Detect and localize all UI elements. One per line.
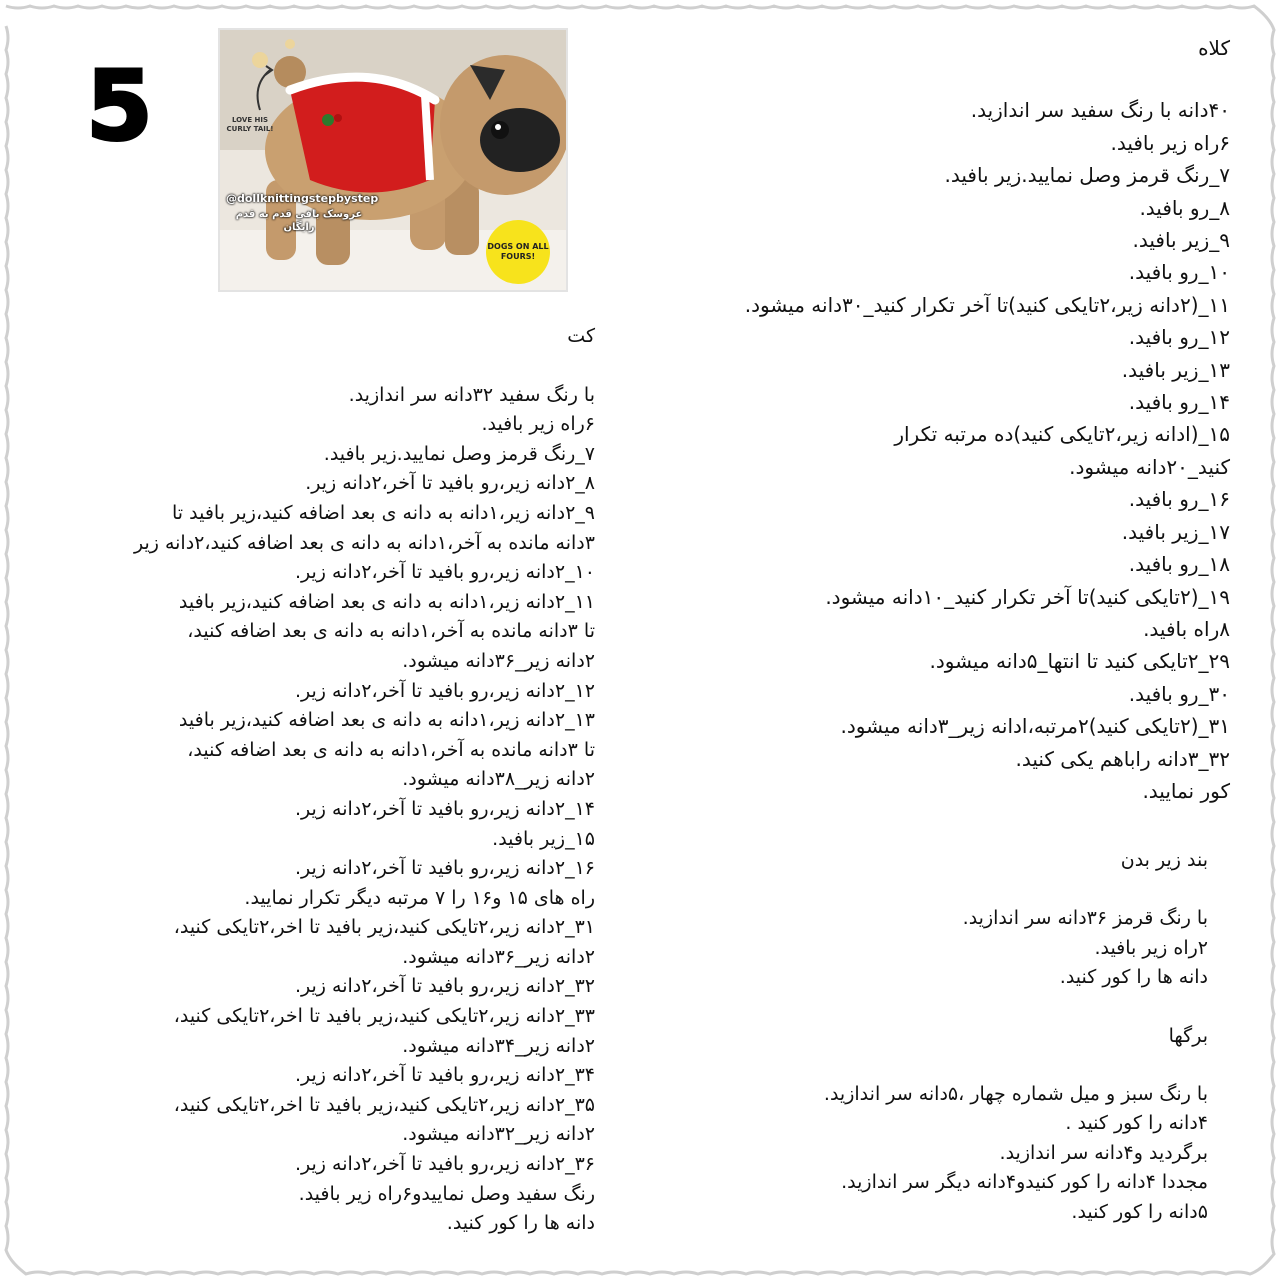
instruction-line: ۸_۲دانه زیر،رو بافید تا آخر،۲دانه زیر. bbox=[305, 472, 595, 495]
instruction-line: رنگ سفید وصل نماییدو۶راه زیر بافید. bbox=[298, 1182, 595, 1205]
instruction-line: کنید_۲۰دانه میشود. bbox=[1069, 454, 1230, 479]
instruction-line: ۱۲_رو بافید. bbox=[1128, 325, 1230, 350]
instruction-line: ۳۲_۲دانه زیر،رو بافید تا آخر،۲دانه زیر. bbox=[295, 975, 595, 998]
instruction-line: ۱۶_رو بافید. bbox=[1128, 487, 1230, 512]
instruction-line: ۳دانه مانده به آخر،۱دانه به دانه ی بعد اضافه کنید،۲دانه زیر bbox=[133, 531, 595, 554]
coat-section bbox=[5, 322, 595, 1239]
instruction-line: ۲راه زیر بافید. bbox=[1094, 936, 1208, 959]
instruction-line: ۴دانه را کور کنید . bbox=[1065, 1112, 1208, 1135]
pug-photo bbox=[218, 28, 568, 292]
instruction-line: ۲دانه زیر_۳۶دانه میشود. bbox=[402, 649, 595, 672]
belly-band-title: بند زیر بدن bbox=[1120, 849, 1208, 871]
instruction-line: ۳۳_۲دانه زیر،۲تایکی کنید،زیر بافید تا اخر،۲تایکی کنید، bbox=[173, 1005, 595, 1028]
instruction-line: ۱۶_۲دانه زیر،رو بافید تا آخر،۲دانه زیر. bbox=[295, 857, 595, 880]
instruction-line: با رنگ سفید ۳۲دانه سر اندازید. bbox=[348, 383, 595, 406]
instruction-line: ۸راه بافید. bbox=[1143, 616, 1230, 641]
photo-handle: @dollknittingstepbystep bbox=[226, 192, 379, 205]
instruction-line: ۳۱_۲دانه زیر،۲تایکی کنید،زیر بافید تا اخر،۲تایکی کنید، bbox=[173, 916, 595, 939]
instruction-line: ۷_رنگ قرمز وصل نمایید.زیر بافید. bbox=[323, 442, 595, 465]
instruction-line: ۶راه زیر بافید. bbox=[1110, 130, 1230, 155]
leaves-title: برگها bbox=[1168, 1024, 1208, 1047]
instruction-line: ۳۶_۲دانه زیر،رو بافید تا آخر،۲دانه زیر. bbox=[295, 1153, 595, 1176]
instruction-line: ۳۱_(۲تایکی کنید)۲مرتبه،ادانه زیر_۳دانه میشود. bbox=[840, 714, 1230, 739]
page-number: 5 bbox=[86, 50, 153, 162]
instruction-line: ۷_رنگ قرمز وصل نمایید.زیر بافید. bbox=[944, 163, 1230, 188]
photo-note: LOVE HIS CURLY TAIL! bbox=[226, 116, 274, 133]
instruction-line: ۱۰_رو بافید. bbox=[1128, 260, 1230, 285]
instruction-line: ۳۲_۳دانه راباهم یکی کنید. bbox=[1015, 746, 1230, 771]
instruction-line: راه های ۱۵ و۱۶ را ۷ مرتبه دیگر تکرار نمایید. bbox=[244, 886, 595, 909]
instruction-line: ۱۳_زیر بافید. bbox=[1121, 357, 1230, 382]
instruction-line: ۱۵_زیر بافید. bbox=[492, 827, 595, 850]
instruction-line: با رنگ سبز و میل شماره چهار ،۵دانه سر اندازید. bbox=[823, 1083, 1208, 1106]
instruction-line: ۱۴_رو بافید. bbox=[1128, 390, 1230, 415]
coat-title: کت bbox=[567, 325, 595, 347]
instruction-line: ۱۵_(ادانه زیر،۲تایکی کنید)ده مرتبه تکرار bbox=[894, 422, 1230, 447]
leaves-instructions bbox=[588, 1080, 1208, 1227]
instruction-line: ۱۴_۲دانه زیر،رو بافید تا آخر،۲دانه زیر. bbox=[295, 797, 595, 820]
belly-band-instructions bbox=[588, 904, 1208, 992]
instruction-line: ۱۱_(۲دانه زیر،۲تایکی کنید)تا آخر تکرار کنید_۳۰دانه میشود. bbox=[744, 292, 1230, 317]
instruction-line: ۹_۲دانه زیر،۱دانه به دانه ی بعد اضافه کنید،زیر بافید تا bbox=[172, 501, 595, 524]
instruction-line: ۳۵_۲دانه زیر،۲تایکی کنید،زیر بافید تا اخر،۲تایکی کنید، bbox=[173, 1093, 595, 1116]
instruction-line: ۶راه زیر بافید. bbox=[481, 413, 595, 436]
instruction-line: ۱۳_۲دانه زیر،۱دانه به دانه ی بعد اضافه کنید،زیر بافید bbox=[178, 709, 595, 732]
instruction-line: تا ۳دانه مانده به آخر،۱دانه به دانه ی بعد اضافه کنید، bbox=[187, 620, 595, 643]
instruction-line: ۲۹_۲تایکی کنید تا انتها_۵دانه میشود. bbox=[929, 649, 1230, 674]
instruction-line: دانه ها را کور کنید. bbox=[446, 1212, 595, 1235]
lower-right-section bbox=[588, 846, 1208, 1227]
instruction-line: ۴۰دانه با رنگ سفید سر اندازید. bbox=[970, 98, 1230, 123]
instruction-line: ۱۲_۲دانه زیر،رو بافید تا آخر،۲دانه زیر. bbox=[295, 679, 595, 702]
instruction-line: ۵دانه را کور کنید. bbox=[1071, 1200, 1208, 1223]
instruction-line: کور نمایید. bbox=[1142, 778, 1230, 803]
instruction-line: دانه ها را کور کنید. bbox=[1059, 966, 1208, 989]
photo-caption: عروسک بافی قدم به قدم رایگان bbox=[235, 209, 363, 233]
instruction-line: ۱۹_(۲تایکی کنید)تا آخر تکرار کنید_۱۰دانه میشود. bbox=[825, 584, 1230, 609]
hat-title: کلاه bbox=[1198, 36, 1230, 60]
instruction-line: ۱۱_۲دانه زیر،۱دانه به دانه ی بعد اضافه کنید،زیر بافید bbox=[178, 590, 595, 613]
instruction-line: با رنگ قرمز ۳۶دانه سر اندازید. bbox=[962, 907, 1208, 930]
instruction-line: ۱۰_۲دانه زیر،رو بافید تا آخر،۲دانه زیر. bbox=[295, 561, 595, 584]
instruction-line: ۳۴_۲دانه زیر،رو بافید تا آخر،۲دانه زیر. bbox=[295, 1064, 595, 1087]
instruction-line: تا ۳دانه مانده به آخر،۱دانه به دانه ی بعد اضافه کنید، bbox=[187, 738, 595, 761]
hat-section bbox=[590, 32, 1230, 807]
photo-badge: DOGS ON ALL FOURS! bbox=[486, 220, 550, 284]
coat-instructions bbox=[5, 381, 595, 1239]
instruction-line: ۲دانه زیر_۳۶دانه میشود. bbox=[402, 945, 595, 968]
instruction-line: برگردید و۴دانه سر اندازید. bbox=[999, 1141, 1208, 1164]
hat-instructions bbox=[590, 94, 1230, 807]
instruction-line: مجددا ۴دانه را کور کنیدو۴دانه دیگر سر اندازید. bbox=[841, 1171, 1208, 1194]
instruction-line: ۳۰_رو بافید. bbox=[1128, 681, 1230, 706]
instruction-line: ۱۷_زیر بافید. bbox=[1121, 519, 1230, 544]
instruction-line: ۲دانه زیر_۳۴دانه میشود. bbox=[402, 1034, 595, 1057]
instruction-line: ۲دانه زیر_۳۸دانه میشود. bbox=[402, 768, 595, 791]
instruction-line: ۸_رو بافید. bbox=[1139, 195, 1230, 220]
instruction-line: ۱۸_رو بافید. bbox=[1128, 552, 1230, 577]
instruction-line: ۲دانه زیر_۳۲دانه میشود. bbox=[402, 1123, 595, 1146]
instruction-line: ۹_زیر بافید. bbox=[1132, 228, 1230, 253]
